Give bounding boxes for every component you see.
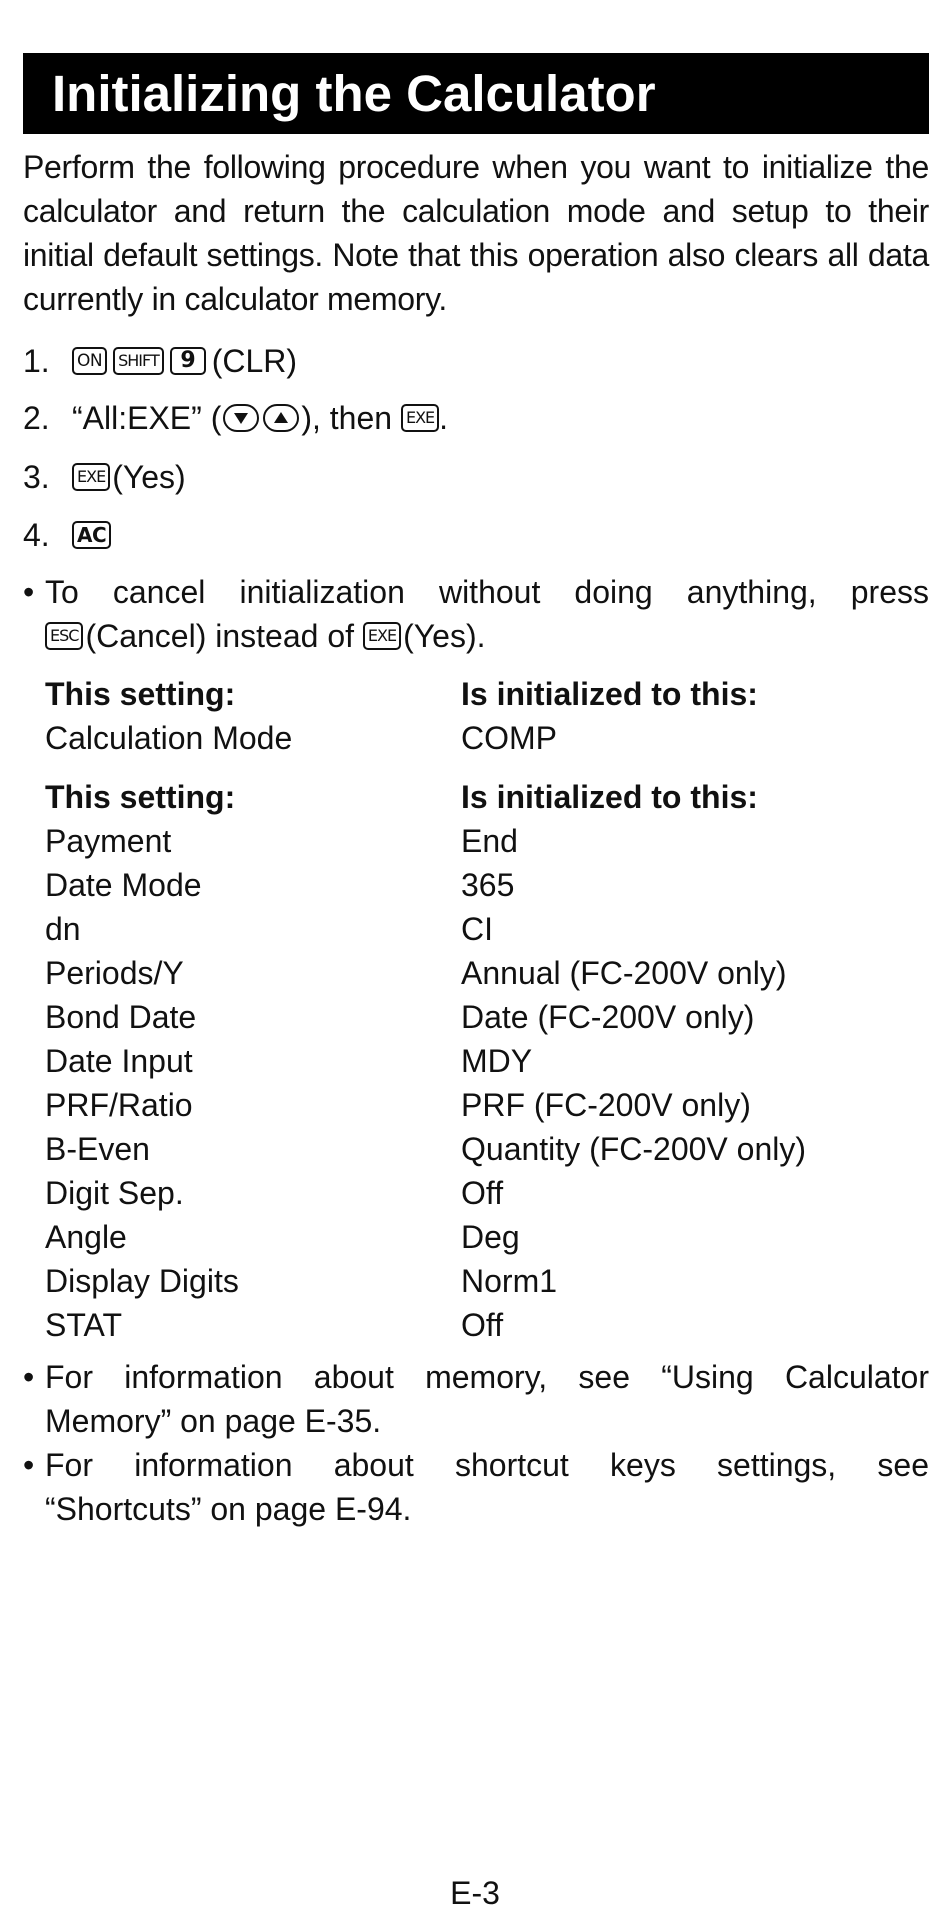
- on-key: ON: [72, 347, 107, 375]
- page-number: E-3: [450, 1875, 500, 1911]
- header-initial: Is initialized to this:: [461, 676, 758, 712]
- note-line: To cancel initialization without doing anything, press: [45, 574, 929, 610]
- table-row: [45, 907, 806, 951]
- exe-key: EXE: [401, 404, 439, 432]
- note-text: (Cancel) instead of: [85, 618, 355, 654]
- setting-name: Digit Sep.: [45, 1175, 184, 1211]
- setting-value: Quantity (FC-200V only): [461, 1131, 807, 1167]
- setting-value: Date (FC-200V only): [461, 999, 755, 1035]
- setting-name: Bond Date: [45, 999, 197, 1035]
- setting-name: Calculation Mode: [45, 720, 293, 756]
- step-number: 3.: [23, 459, 50, 495]
- shift-key: SHIFT: [113, 347, 164, 375]
- table-row: [45, 995, 806, 1039]
- table-header: [45, 672, 758, 716]
- step-number: 2.: [23, 400, 50, 436]
- settings-table-2: [45, 775, 806, 1347]
- bullet-dot: •: [23, 1359, 35, 1395]
- step-text: ), then: [301, 400, 393, 436]
- setting-value: Off: [461, 1307, 504, 1343]
- ac-key: AC: [72, 521, 111, 549]
- note-line: “Shortcuts” on page E-94.: [45, 1491, 412, 1527]
- intro-paragraph: Perform the following procedure when you want to initialize the calculator and return the calculation mode and setup to their initial default settings. Note that this operation also clears all data currently in calculator memory.: [23, 149, 929, 317]
- step-1: [23, 339, 297, 383]
- settings-table-1: [45, 672, 758, 760]
- setting-value: CI: [461, 911, 493, 947]
- step-text: (CLR): [211, 343, 298, 379]
- step-text: (Yes): [112, 459, 186, 495]
- setting-name: Date Input: [45, 1043, 193, 1079]
- step-number: 1.: [23, 343, 50, 379]
- bullet-dot: •: [23, 1447, 35, 1483]
- setting-value: Deg: [461, 1219, 520, 1255]
- step-4: [23, 513, 117, 557]
- setting-name: dn: [45, 911, 81, 947]
- setting-name: Payment: [45, 823, 172, 859]
- setting-name: PRF/Ratio: [45, 1087, 193, 1123]
- table-row: [45, 1039, 806, 1083]
- setting-name: Angle: [45, 1219, 127, 1255]
- setting-value: Norm1: [461, 1263, 558, 1299]
- table-row: [45, 716, 758, 760]
- setting-name: Periods/Y: [45, 955, 184, 991]
- bullet-dot: •: [23, 574, 35, 610]
- esc-key: ESC: [45, 622, 83, 650]
- note-line: For information about shortcut keys settings, see: [45, 1447, 929, 1483]
- table-row: [45, 819, 806, 863]
- setting-value: End: [461, 823, 518, 859]
- table-row: [45, 863, 806, 907]
- setting-name: Display Digits: [45, 1263, 239, 1299]
- setting-value: Annual (FC-200V only): [461, 955, 787, 991]
- header-setting: This setting:: [45, 779, 236, 815]
- exe-key: EXE: [363, 622, 401, 650]
- setting-name: B-Even: [45, 1131, 150, 1167]
- setting-value: COMP: [461, 720, 557, 756]
- note-line: For information about memory, see “Using Calculator: [45, 1359, 929, 1395]
- shortcuts-note: [23, 1443, 929, 1531]
- memory-note: [23, 1355, 929, 1443]
- header-initial: Is initialized to this:: [461, 779, 758, 815]
- table-row: [45, 1171, 806, 1215]
- step-text: .: [439, 400, 449, 436]
- note-line-2: [45, 614, 929, 658]
- up-arrow-key-icon: [263, 404, 299, 432]
- nine-key: 9: [170, 347, 206, 375]
- setting-name: Date Mode: [45, 867, 202, 903]
- table-row: [45, 1127, 806, 1171]
- setting-name: STAT: [45, 1307, 123, 1343]
- table-row: [45, 1259, 806, 1303]
- down-arrow-key-icon: [223, 404, 259, 432]
- table-row: [45, 1083, 806, 1127]
- setting-value: PRF (FC-200V only): [461, 1087, 751, 1123]
- step-3: [23, 455, 186, 499]
- setting-value: 365: [461, 867, 515, 903]
- cancel-note: [23, 570, 929, 658]
- table-row: [45, 951, 806, 995]
- step-number: 4.: [23, 517, 50, 553]
- note-line: Memory” on page E-35.: [45, 1403, 382, 1439]
- step-2: [23, 396, 448, 440]
- setting-value: Off: [461, 1175, 504, 1211]
- table-header: [45, 775, 806, 819]
- table-row: [45, 1303, 806, 1347]
- header-setting: This setting:: [45, 676, 236, 712]
- step-text: “All:EXE” (: [72, 400, 222, 436]
- table-row: [45, 1215, 806, 1259]
- section-title: Initializing the Calculator: [23, 53, 929, 134]
- setting-value: MDY: [461, 1043, 533, 1079]
- note-text: (Yes).: [403, 618, 486, 654]
- exe-key: EXE: [72, 463, 110, 491]
